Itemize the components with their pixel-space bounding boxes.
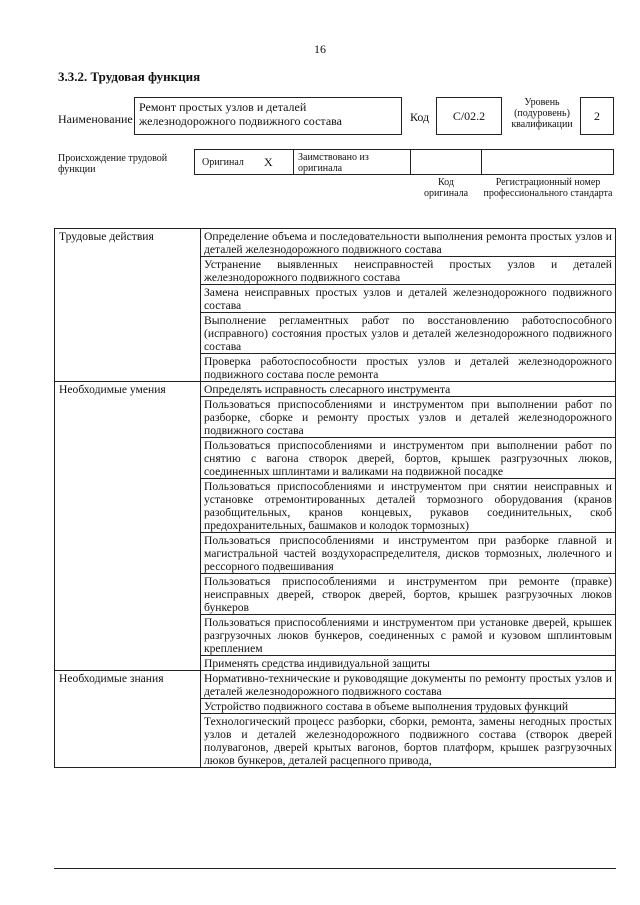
page-bottom-margin [0, 868, 640, 905]
origin-divider [293, 149, 294, 175]
table-cell: Пользоваться приспособлениями и инструментом при разборке главной и магистральной частей воздухораспределителя, дисков тормозных, люлечного и рессорного подвешивания [201, 533, 616, 574]
table-row [55, 229, 616, 257]
original-mark: X [264, 155, 273, 169]
function-name: Ремонт простых узлов и деталей железнодорожного подвижного состава [139, 100, 342, 128]
section-title: 3.3.2. Трудовая функция [58, 69, 201, 84]
table-row [55, 671, 616, 699]
table-cell: Проверка работоспособности простых узлов и деталей железнодорожного подвижного состава после ремонта [201, 354, 616, 382]
reg-number-caption: Регистрационный номер профессионального стандарта [483, 177, 613, 199]
origin-divider [410, 149, 411, 175]
page-number: 16 [314, 42, 326, 56]
level-box [580, 97, 614, 135]
function-details-table [54, 228, 616, 768]
row-label: Необходимые знания [55, 671, 201, 768]
table-cell: Устранение выявленных неисправностей простых узлов и деталей железнодорожного подвижного состава [201, 257, 616, 285]
table-cell: Выполнение регламентных работ по восстановлению работоспособного (исправного) состояния простых узлов и деталей железнодорожного подвижного состава [201, 313, 616, 354]
origin-divider [481, 149, 482, 175]
name-label: Наименование [58, 112, 133, 126]
table-cell: Пользоваться приспособлениями и инструментом при выполнении работ по разборке, сборке и ремонту простых узлов и деталей железнодорожного подвижного состава [201, 397, 616, 438]
table-cell: Технологический процесс разборки, сборки, ремонта, замены негодных простых узлов и деталей железнодорожного подвижного состава (створок дверей полувагонов, дверей крытых вагонов, бортов платформ, крышек разгрузочных люков бункеров, деталей расцепного привода, [201, 714, 616, 768]
borrowed-label: Заимствовано из оригинала [298, 152, 369, 174]
table-cell: Применять средства индивидуальной защиты [201, 656, 616, 671]
code-value: С/02.2 [452, 109, 486, 123]
row-label: Необходимые умения [55, 382, 201, 671]
table-cut-line [54, 868, 616, 869]
function-name-box [134, 97, 402, 135]
original-label: Оригинал [202, 157, 244, 168]
table-cell: Пользоваться приспособлениями и инструментом при снятии неисправных и установке отремонтированных деталей тормозного оборудования (кранов разобщительных, кранов концевых, рукавов соединительных, скоб предохранительных, башмаков и колодок тормозных) [201, 479, 616, 533]
code-original-caption: Код оригинала [423, 177, 469, 199]
level-label: Уровень (подуровень) квалификации [511, 97, 573, 130]
table-cell: Пользоваться приспособлениями и инструментом при ремонте (правке) неисправных дверей, створок дверей, бортов, крышек разгрузочных люков бункеров [201, 574, 616, 615]
table-cell: Определение объема и последовательности выполнения ремонта простых узлов и деталей железнодорожного подвижного состава [201, 229, 616, 257]
table-row [55, 382, 616, 397]
code-label: Код [410, 110, 430, 124]
table-cell: Пользоваться приспособлениями и инструментом при установке дверей, крышек разгрузочных люков бункеров, соединенных с рамой и кузовом шплинтовым креплением [201, 615, 616, 656]
row-label: Трудовые действия [55, 229, 201, 382]
table-cell: Определять исправность слесарного инструмента [201, 382, 616, 397]
table-cell: Устройство подвижного состава в объеме выполнения трудовых функций [201, 699, 616, 714]
table-cell: Замена неисправных простых узлов и деталей железнодорожного подвижного состава [201, 285, 616, 313]
code-box [436, 97, 502, 135]
table-cell: Пользоваться приспособлениями и инструментом при выполнении работ по снятию с вагона створок дверей, бортов, крышек разгрузочных люков, соединенных шплинтами и валиками на подвижной посадке [201, 438, 616, 479]
table-cell: Нормативно-технические и руководящие документы по ремонту простых узлов и деталей железнодорожного подвижного состава [201, 671, 616, 699]
origin-label: Происхождение трудовой функции [58, 153, 168, 175]
level-value: 2 [594, 109, 600, 123]
